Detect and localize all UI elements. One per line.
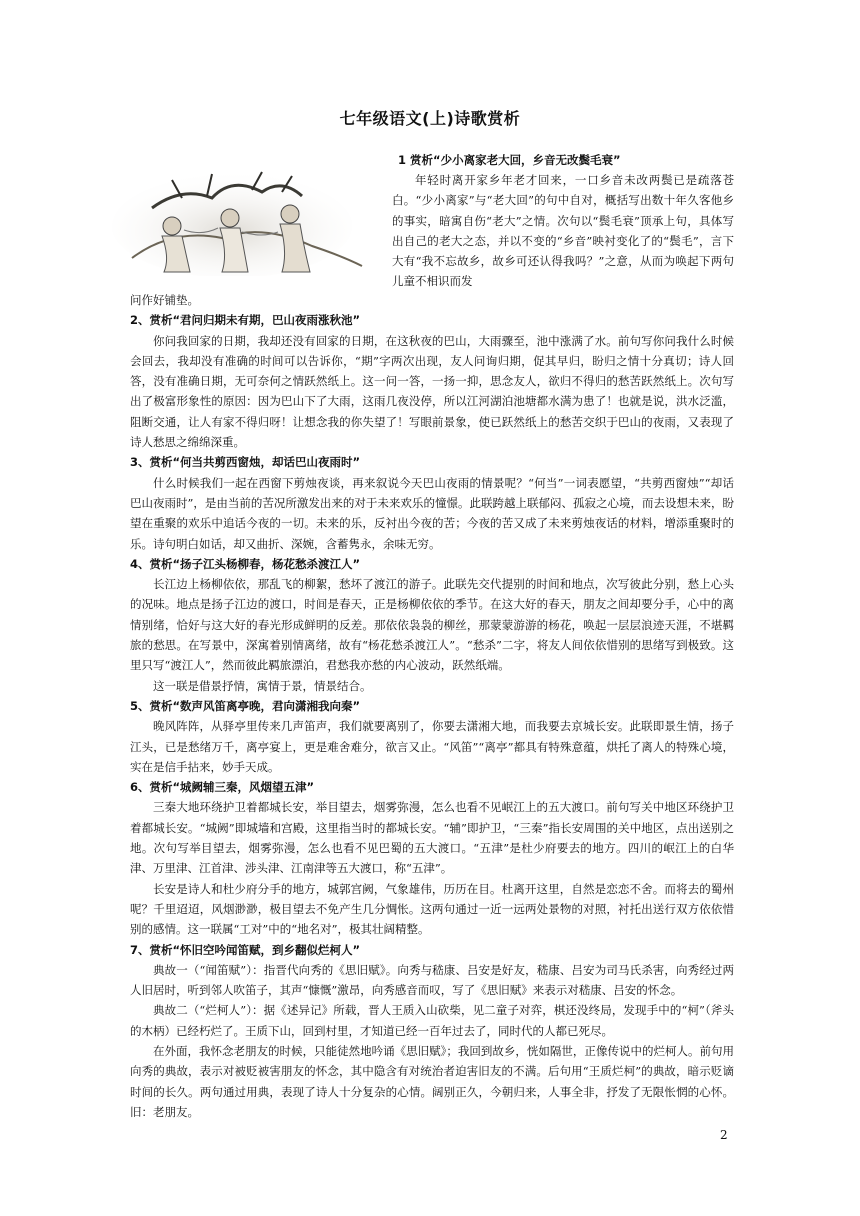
section-paragraph: 三秦大地环绕护卫着都城长安，举目望去，烟雾弥漫，怎么也看不见岷江上的五大渡口。前句写关中地区环绕护卫着都城长安。“城阙”即城墙和宫殿，这里指当时的都城长安。“辅”即护卫，“三秦”指长安周围的关中地区，点出送别之地。次句写举目望去，烟雾弥漫，怎么也看不见巴蜀的五大渡口。“五津”是杜少府要去的地方。四川的岷江上的白华津、万里津、江首津、涉头津、江南津等五大渡口，称“五津”。 (130, 800, 734, 876)
section-paragraph: 在外面，我怀念老朋友的时候，只能徒然地吟诵《思旧赋》；我回到故乡，恍如隔世，正像传说中的烂柯人。前句用向秀的典故，表示对被贬被害朋友的怀念，其中隐含有对统治者迫害旧友的不满。后句用“王质烂柯”的典故，暗示贬谪时间的长久。两句通过用典，表现了诗人十分复杂的心情。阔别正久，今朝归来，人事全非，抒发了无限怅惘的心怀。旧：老朋友。 (130, 1043, 734, 1119)
section-4 (130, 554, 734, 696)
section-heading: 2、赏析“君问归期未有期，巴山夜雨涨秋池” (130, 313, 361, 328)
section-1 (130, 150, 734, 290)
section-paragraph: 年轻时离开家乡年老才回来，一口乡音未改两鬓已是疏落苍白。“少小离家”与“老大回”的句中自对，概括写出数十年久客他乡的事实，暗寓自伤“老大”之情。次句以“鬓毛衰”顶承上句，具体写出自己的老大之态，并以不变的“乡音”映衬变化了的“鬓毛”，言下大有“我不忘故乡，故乡可还认得我吗？”之意，从而为唤起下两句儿童不相识而发 (392, 173, 734, 289)
section-paragraph: 晚风阵阵，从驿亭里传来几声笛声，我们就要离别了，你要去潇湘大地，而我要去京城长安。此联即景生情，扬子江头，已是愁绪万千，离亭宴上，更是难舍难分，欲言又止。“风笛”“离亭”都具有特殊意蕴，烘托了离人的特殊心境，实在是信手拈来，妙手天成。 (130, 719, 734, 774)
section-paragraph: 典故一（“闻笛赋”）：指晋代向秀的《思旧赋》。向秀与嵇康、吕安是好友，嵇康、吕安为司马氏杀害，向秀经过两人旧居时，听到邻人吹笛子，其声“慷慨”激昂，向秀感音而叹，写了《思旧赋》来表示对嵇康、吕安的怀念。 (130, 962, 734, 998)
section-2 (130, 310, 734, 452)
section-paragraph: 典故二（“烂柯人”）：据《述异记》所载，晋人王质入山砍柴，见二童子对弈，棋还没终局，发现手中的“柯”（斧头的木柄）已经朽烂了。王质下山，回到村里，才知道已经一百年过去了，同时代的人都已死尽。 (130, 1003, 734, 1038)
ink-painting-illustration (112, 168, 374, 276)
section-heading: 6、赏析“城阙辅三秦，风烟望五津” (130, 780, 315, 795)
section-heading: 7、赏析“怀旧空吟闻笛赋，到乡翻似烂柯人” (130, 942, 361, 957)
section-heading: 1 赏析“少小离家老大回，乡音无改鬓毛衰” (398, 153, 621, 167)
section-paragraph: 这一联是借景抒情，寓情于景，情景结合。 (153, 678, 372, 693)
section-paragraph: 什么时候我们一起在西窗下剪烛夜谈，再来叙说今天巴山夜雨的情景呢？“何当”一词表愿望，“共剪西窗烛”“却话巴山夜雨时”，是由当前的苦况所激发出来的对于未来欢乐的憧憬。此联跨越上联郁闷、孤寂之心境，而去设想未来，盼望在重聚的欢乐中追话今夜的一切。未来的乐，反衬出今夜的苦；今夜的苦又成了未来剪烛夜话的材料，增添重聚时的乐。诗句明白如话，却又曲折、深婉，含蓄隽永，余味无穷。 (130, 475, 734, 551)
section-heading: 3、赏析“何当共剪西窗烛，却话巴山夜雨时” (130, 455, 361, 470)
section-7 (130, 940, 734, 1123)
section-6 (130, 777, 734, 939)
section-paragraph: 长江边上杨柳依依，那乱飞的柳絮，愁坏了渡江的游子。此联先交代提别的时间和地点，次写彼此分别，愁上心头的况味。地点是扬子江边的渡口，时间是春天，正是杨柳依依的季节。在这大好的春天，朋友之间却要分手，心中的离情别绪，恰好与这大好的春光形成鲜明的反差。那依依袅袅的柳丝，那蒙蒙游游的杨花，唤起一层层浪迹天涯，不堪羁旅的愁思。在写景中，深寓着别情离绪，故有“杨花愁杀渡江人”。“愁杀”二字，将友人间依依惜别的思绪写到极致。这里只写“渡江人”，然而彼此羁旅漂泊，君愁我亦愁的内心波动，跃然纸端。 (130, 577, 734, 673)
section-3 (130, 452, 734, 553)
section-5 (130, 696, 734, 777)
page-title: 七年级语文(上)诗歌赏析 (339, 109, 521, 128)
section-paragraph-continuation: 问作好铺垫。 (130, 293, 199, 307)
section-paragraph: 长安是诗人和杜少府分手的地方，城郭宫阙，气象雄伟，历历在目。杜离开这里，自然是恋恋不舍。而将去的蜀州呢？千里迢迢，风烟渺渺，极目望去不免产生几分惆怅。这两句通过一近一远两处景物的对照，衬托出送行双方依依惜别的感情。这一联属“工对”中的“地名对”，极其壮阔精整。 (130, 881, 734, 937)
page-number: 2 (720, 1128, 728, 1142)
section-paragraph: 你问我回家的日期，我却还没有回家的日期，在这秋夜的巴山，大雨骤至，池中涨满了水。前句写你问我什么时候会回去，我却没有准确的时间可以告诉你，“期”字两次出现，友人问询归期，促其早归，盼归之情十分真切；诗人回答，没有准确日期，无可奈何之情跃然纸上。这一问一答，一扬一抑，思念友人，欲归不得归的愁苦跃然纸上。次句写出了极富形象性的原因：因为巴山下了大雨，这雨几夜没停，所以江河湖泊池塘都水满为患了！也就是说，洪水泛滥，阻断交通，让人有家不得归呀！让想念我的你失望了！写眼前景象，使已跃然纸上的愁苦交织于巴山的夜雨，又表现了诗人愁思之绵绵深重。 (130, 333, 734, 450)
document-body (130, 150, 734, 1122)
section-heading: 4、赏析“扬子江头杨柳春，杨花愁杀渡江人” (130, 556, 361, 571)
section-heading: 5、赏析“数声风笛离亭晚，君向潇湘我向秦” (130, 698, 361, 713)
